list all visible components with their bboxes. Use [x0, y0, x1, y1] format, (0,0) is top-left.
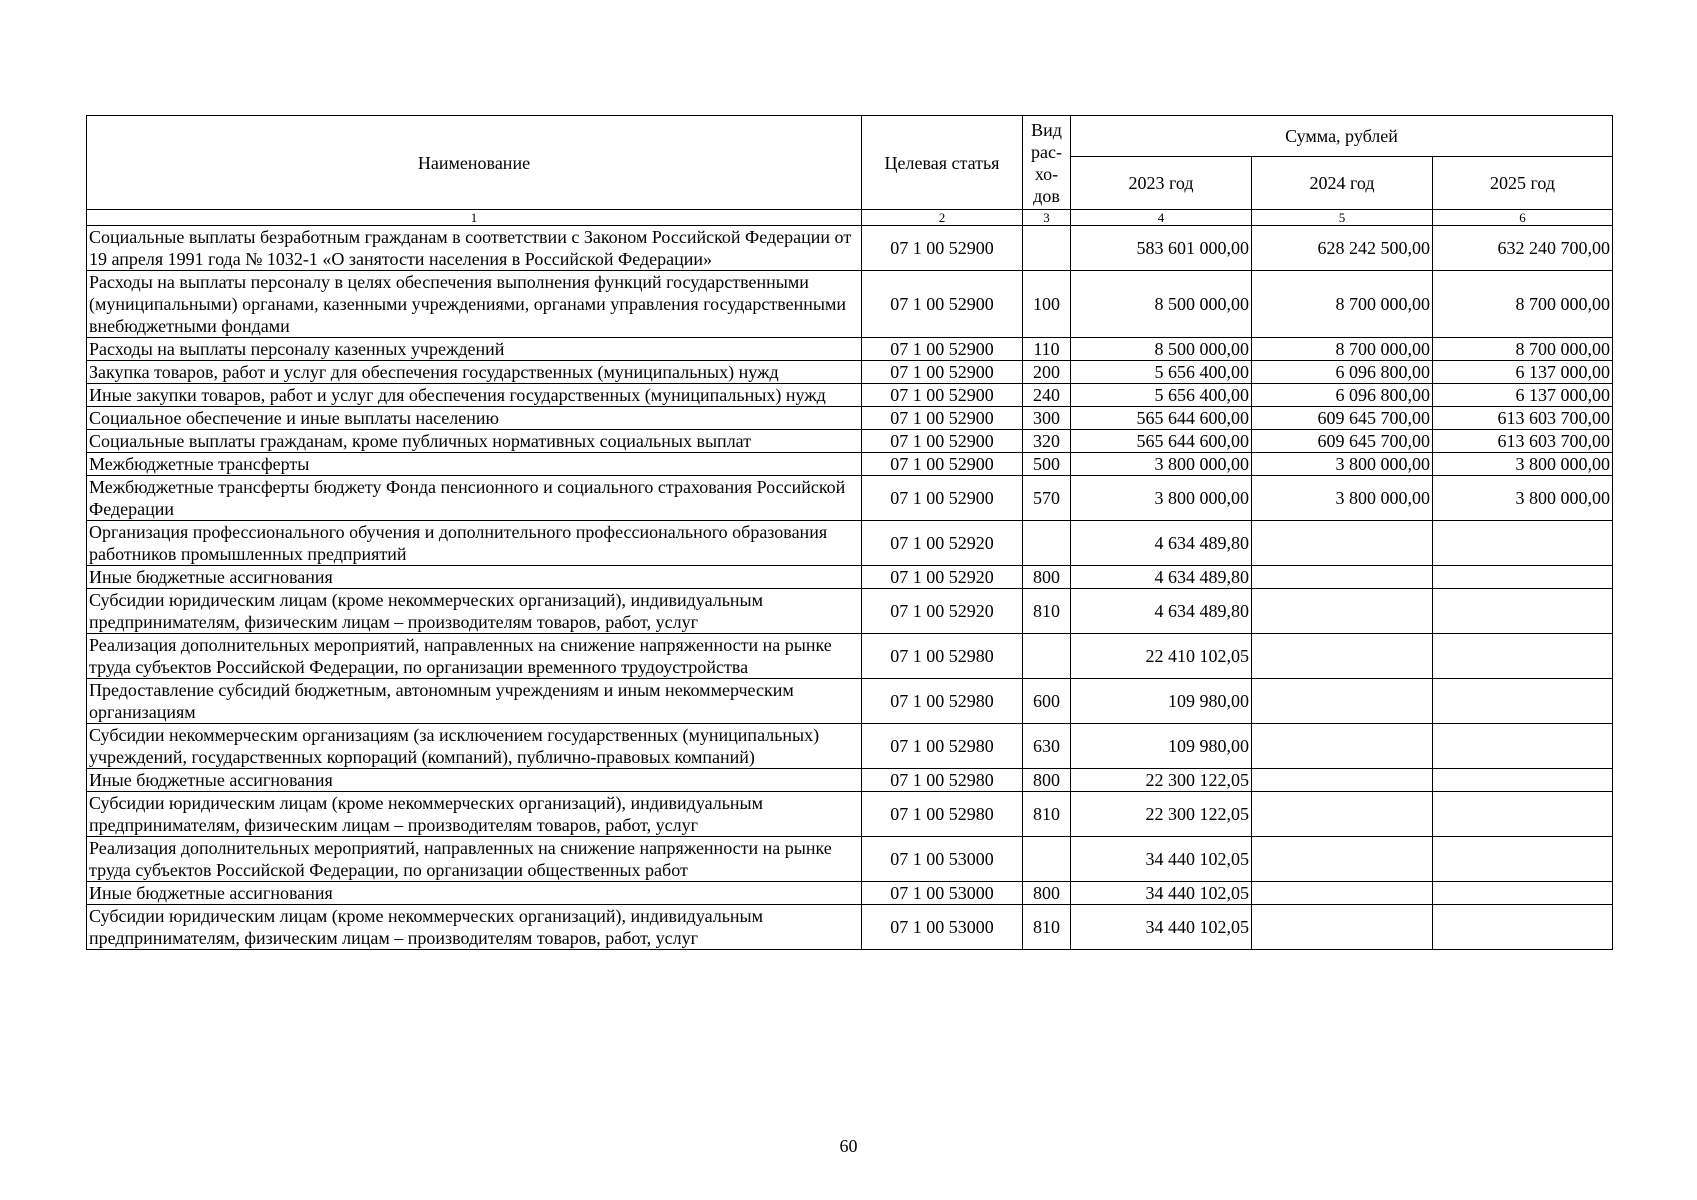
header-name: Наименование	[87, 116, 862, 210]
row-amount-2024	[1252, 905, 1433, 950]
row-name: Расходы на выплаты персоналу в целях обеспечения выполнения функций государственными (муниципальными) органами, казенными учреждениями, органами управления государственными внебюджетными фондами	[87, 271, 862, 338]
row-name: Иные бюджетные ассигнования	[87, 882, 862, 905]
table-row	[87, 226, 1613, 271]
header-sum: Сумма, рублей	[1071, 116, 1613, 157]
row-name: Иные закупки товаров, работ и услуг для обеспечения государственных (муниципальных) нужд	[87, 384, 862, 407]
row-amount-2023: 22 300 122,05	[1071, 792, 1252, 837]
row-expense-kind	[1023, 837, 1071, 882]
header-year-2024: 2024 год	[1252, 157, 1433, 210]
row-expense-kind: 810	[1023, 792, 1071, 837]
row-target-article: 07 1 00 52920	[862, 566, 1023, 589]
budget-table	[86, 115, 1613, 950]
header-year-2025: 2025 год	[1433, 157, 1613, 210]
row-amount-2024	[1252, 792, 1433, 837]
row-amount-2025	[1433, 679, 1613, 724]
row-expense-kind: 110	[1023, 338, 1071, 361]
row-amount-2024	[1252, 589, 1433, 634]
row-amount-2023: 22 300 122,05	[1071, 769, 1252, 792]
row-amount-2024: 609 645 700,00	[1252, 430, 1433, 453]
row-expense-kind: 500	[1023, 453, 1071, 476]
row-expense-kind: 570	[1023, 476, 1071, 521]
row-name: Субсидии юридическим лицам (кроме некоммерческих организаций), индивидуальным предпринимателям, физическим лицам – производителям товаров, работ, услуг	[87, 589, 862, 634]
row-name: Субсидии юридическим лицам (кроме некоммерческих организаций), индивидуальным предпринимателям, физическим лицам – производителям товаров, работ, услуг	[87, 792, 862, 837]
row-expense-kind	[1023, 634, 1071, 679]
row-amount-2025	[1433, 724, 1613, 769]
column-number: 1	[87, 210, 862, 226]
row-target-article: 07 1 00 52920	[862, 521, 1023, 566]
row-expense-kind: 800	[1023, 769, 1071, 792]
row-amount-2025: 632 240 700,00	[1433, 226, 1613, 271]
row-name: Социальные выплаты безработным гражданам в соответствии с Законом Российской Федерации от 19 апреля 1991 года № 1032-1 «О занятости населения в Российской Федерации»	[87, 226, 862, 271]
table-row	[87, 679, 1613, 724]
row-amount-2024	[1252, 769, 1433, 792]
column-number-row	[87, 210, 1613, 226]
table-row	[87, 453, 1613, 476]
row-expense-kind: 100	[1023, 271, 1071, 338]
row-amount-2023: 34 440 102,05	[1071, 837, 1252, 882]
table-row	[87, 271, 1613, 338]
row-amount-2023: 3 800 000,00	[1071, 476, 1252, 521]
row-amount-2023: 22 410 102,05	[1071, 634, 1252, 679]
table-row	[87, 769, 1613, 792]
row-name: Иные бюджетные ассигнования	[87, 566, 862, 589]
row-expense-kind: 630	[1023, 724, 1071, 769]
column-number: 3	[1023, 210, 1071, 226]
row-amount-2025	[1433, 589, 1613, 634]
row-amount-2025: 6 137 000,00	[1433, 361, 1613, 384]
row-target-article: 07 1 00 52980	[862, 679, 1023, 724]
row-name: Социальное обеспечение и иные выплаты населению	[87, 407, 862, 430]
row-target-article: 07 1 00 52980	[862, 769, 1023, 792]
row-amount-2025: 8 700 000,00	[1433, 338, 1613, 361]
row-amount-2025	[1433, 566, 1613, 589]
row-amount-2024	[1252, 679, 1433, 724]
row-expense-kind: 200	[1023, 361, 1071, 384]
row-amount-2023: 34 440 102,05	[1071, 882, 1252, 905]
row-amount-2025: 6 137 000,00	[1433, 384, 1613, 407]
row-name: Субсидии некоммерческим организациям (за исключением государственных (муниципальных) учреждений, государственных корпораций (компаний), публично-правовых компаний)	[87, 724, 862, 769]
row-amount-2023: 109 980,00	[1071, 724, 1252, 769]
row-expense-kind: 300	[1023, 407, 1071, 430]
row-amount-2024: 628 242 500,00	[1252, 226, 1433, 271]
row-expense-kind: 240	[1023, 384, 1071, 407]
row-amount-2023: 5 656 400,00	[1071, 361, 1252, 384]
row-amount-2025	[1433, 769, 1613, 792]
table-row	[87, 407, 1613, 430]
row-expense-kind: 810	[1023, 905, 1071, 950]
table-row	[87, 882, 1613, 905]
row-amount-2024: 6 096 800,00	[1252, 361, 1433, 384]
row-amount-2024: 3 800 000,00	[1252, 476, 1433, 521]
row-amount-2023: 34 440 102,05	[1071, 905, 1252, 950]
table-row	[87, 338, 1613, 361]
row-amount-2023: 583 601 000,00	[1071, 226, 1252, 271]
row-amount-2025	[1433, 882, 1613, 905]
row-name: Межбюджетные трансферты бюджету Фонда пенсионного и социального страхования Российской Федерации	[87, 476, 862, 521]
column-number: 2	[862, 210, 1023, 226]
row-name: Субсидии юридическим лицам (кроме некоммерческих организаций), индивидуальным предпринимателям, физическим лицам – производителям товаров, работ, услуг	[87, 905, 862, 950]
row-expense-kind	[1023, 226, 1071, 271]
row-name: Межбюджетные трансферты	[87, 453, 862, 476]
column-number: 4	[1071, 210, 1252, 226]
row-target-article: 07 1 00 52900	[862, 384, 1023, 407]
row-amount-2023: 8 500 000,00	[1071, 271, 1252, 338]
table-row	[87, 476, 1613, 521]
row-name: Реализация дополнительных мероприятий, направленных на снижение напряженности на рынке труда субъектов Российской Федерации, по организации временного трудоустройства	[87, 634, 862, 679]
table-body	[87, 226, 1613, 950]
row-target-article: 07 1 00 52900	[862, 453, 1023, 476]
row-amount-2025	[1433, 837, 1613, 882]
row-amount-2025	[1433, 792, 1613, 837]
table-row	[87, 361, 1613, 384]
table-row	[87, 905, 1613, 950]
row-amount-2024	[1252, 521, 1433, 566]
row-amount-2023: 4 634 489,80	[1071, 566, 1252, 589]
row-name: Организация профессионального обучения и дополнительного профессионального образования работников промышленных предприятий	[87, 521, 862, 566]
row-expense-kind: 320	[1023, 430, 1071, 453]
header-expense-kind: Вид рас-хо-дов	[1023, 116, 1071, 210]
row-target-article: 07 1 00 52900	[862, 407, 1023, 430]
row-amount-2023: 109 980,00	[1071, 679, 1252, 724]
header-target-article: Целевая статья	[862, 116, 1023, 210]
header-year-2023: 2023 год	[1071, 157, 1252, 210]
row-target-article: 07 1 00 52980	[862, 724, 1023, 769]
row-expense-kind	[1023, 521, 1071, 566]
row-name: Расходы на выплаты персоналу казенных учреждений	[87, 338, 862, 361]
row-amount-2024: 3 800 000,00	[1252, 453, 1433, 476]
row-expense-kind: 800	[1023, 566, 1071, 589]
row-amount-2025	[1433, 634, 1613, 679]
row-target-article: 07 1 00 52980	[862, 634, 1023, 679]
table-row	[87, 724, 1613, 769]
row-amount-2023: 3 800 000,00	[1071, 453, 1252, 476]
row-amount-2024	[1252, 724, 1433, 769]
row-name: Иные бюджетные ассигнования	[87, 769, 862, 792]
row-amount-2025	[1433, 521, 1613, 566]
row-expense-kind: 810	[1023, 589, 1071, 634]
row-amount-2023: 4 634 489,80	[1071, 589, 1252, 634]
row-amount-2024	[1252, 634, 1433, 679]
row-amount-2024: 609 645 700,00	[1252, 407, 1433, 430]
column-number: 6	[1433, 210, 1613, 226]
row-target-article: 07 1 00 53000	[862, 882, 1023, 905]
row-amount-2024: 6 096 800,00	[1252, 384, 1433, 407]
row-target-article: 07 1 00 52920	[862, 589, 1023, 634]
row-amount-2025: 8 700 000,00	[1433, 271, 1613, 338]
row-name: Предоставление субсидий бюджетным, автономным учреждениям и иным некоммерческим организациям	[87, 679, 862, 724]
page-number: 60	[839, 1136, 858, 1156]
row-target-article: 07 1 00 52900	[862, 476, 1023, 521]
row-amount-2024	[1252, 837, 1433, 882]
row-amount-2024	[1252, 566, 1433, 589]
row-expense-kind: 600	[1023, 679, 1071, 724]
table-row	[87, 521, 1613, 566]
row-target-article: 07 1 00 53000	[862, 905, 1023, 950]
row-amount-2023: 8 500 000,00	[1071, 338, 1252, 361]
row-target-article: 07 1 00 52900	[862, 361, 1023, 384]
row-amount-2023: 5 656 400,00	[1071, 384, 1252, 407]
row-amount-2024: 8 700 000,00	[1252, 338, 1433, 361]
row-amount-2025: 3 800 000,00	[1433, 453, 1613, 476]
table-row	[87, 837, 1613, 882]
row-name: Социальные выплаты гражданам, кроме публичных нормативных социальных выплат	[87, 430, 862, 453]
column-number: 5	[1252, 210, 1433, 226]
table-row	[87, 634, 1613, 679]
row-amount-2024: 8 700 000,00	[1252, 271, 1433, 338]
row-amount-2023: 4 634 489,80	[1071, 521, 1252, 566]
row-amount-2025	[1433, 905, 1613, 950]
row-name: Реализация дополнительных мероприятий, направленных на снижение напряженности на рынке труда субъектов Российской Федерации, по организации общественных работ	[87, 837, 862, 882]
table-row	[87, 566, 1613, 589]
row-target-article: 07 1 00 53000	[862, 837, 1023, 882]
row-amount-2023: 565 644 600,00	[1071, 407, 1252, 430]
row-target-article: 07 1 00 52900	[862, 430, 1023, 453]
row-amount-2025: 613 603 700,00	[1433, 407, 1613, 430]
table-row	[87, 430, 1613, 453]
row-target-article: 07 1 00 52900	[862, 271, 1023, 338]
table-row	[87, 384, 1613, 407]
row-expense-kind: 800	[1023, 882, 1071, 905]
row-amount-2025: 613 603 700,00	[1433, 430, 1613, 453]
row-target-article: 07 1 00 52900	[862, 338, 1023, 361]
row-amount-2024	[1252, 882, 1433, 905]
row-amount-2025: 3 800 000,00	[1433, 476, 1613, 521]
row-name: Закупка товаров, работ и услуг для обеспечения государственных (муниципальных) нужд	[87, 361, 862, 384]
row-amount-2023: 565 644 600,00	[1071, 430, 1252, 453]
row-target-article: 07 1 00 52900	[862, 226, 1023, 271]
row-target-article: 07 1 00 52980	[862, 792, 1023, 837]
table-row	[87, 792, 1613, 837]
table-row	[87, 589, 1613, 634]
